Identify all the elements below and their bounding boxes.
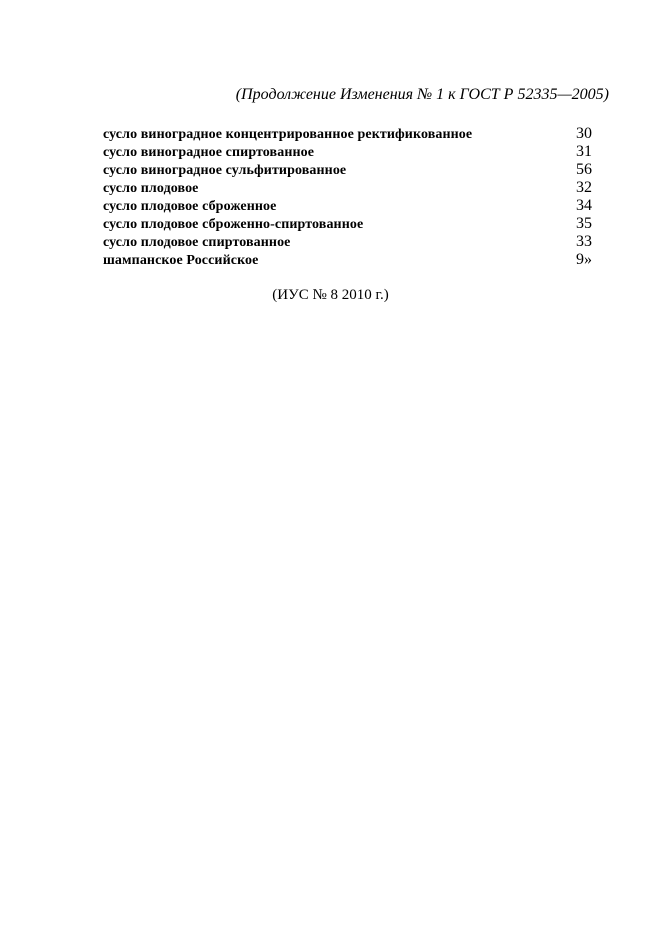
index-page-ref: 9» [576, 251, 592, 268]
index-row [103, 179, 592, 197]
index-row [103, 161, 592, 179]
index-term: сусло виноградное спиртованное [103, 145, 315, 160]
index-page-ref: 32 [576, 179, 592, 196]
index-term: сусло плодовое [103, 181, 199, 196]
index-row [103, 143, 592, 161]
source-reference: (ИУС № 8 2010 г.) [272, 287, 389, 303]
index-term: сусло плодовое сброженно-спиртованное [103, 217, 364, 232]
index-term: сусло плодовое спиртованное [103, 235, 291, 250]
term-index-list [103, 125, 592, 269]
index-page-ref: 34 [576, 197, 592, 214]
index-row [103, 215, 592, 233]
index-term: сусло виноградное сульфитированное [103, 163, 347, 178]
index-term: шампанское Российское [103, 253, 259, 268]
index-term: сусло виноградное концентрированное ректификованное [103, 127, 473, 142]
continuation-header: (Продолжение Изменения № 1 к ГОСТ Р 52335—2005) [235, 86, 609, 103]
index-page-ref: 30 [576, 125, 592, 142]
index-row [103, 125, 592, 143]
index-row [103, 233, 592, 251]
index-page-ref: 31 [576, 143, 592, 160]
index-row [103, 251, 592, 269]
index-term: сусло плодовое сброженное [103, 199, 277, 214]
index-row [103, 197, 592, 215]
index-page-ref: 33 [576, 233, 592, 250]
index-page-ref: 35 [576, 215, 592, 232]
index-page-ref: 56 [576, 161, 592, 178]
